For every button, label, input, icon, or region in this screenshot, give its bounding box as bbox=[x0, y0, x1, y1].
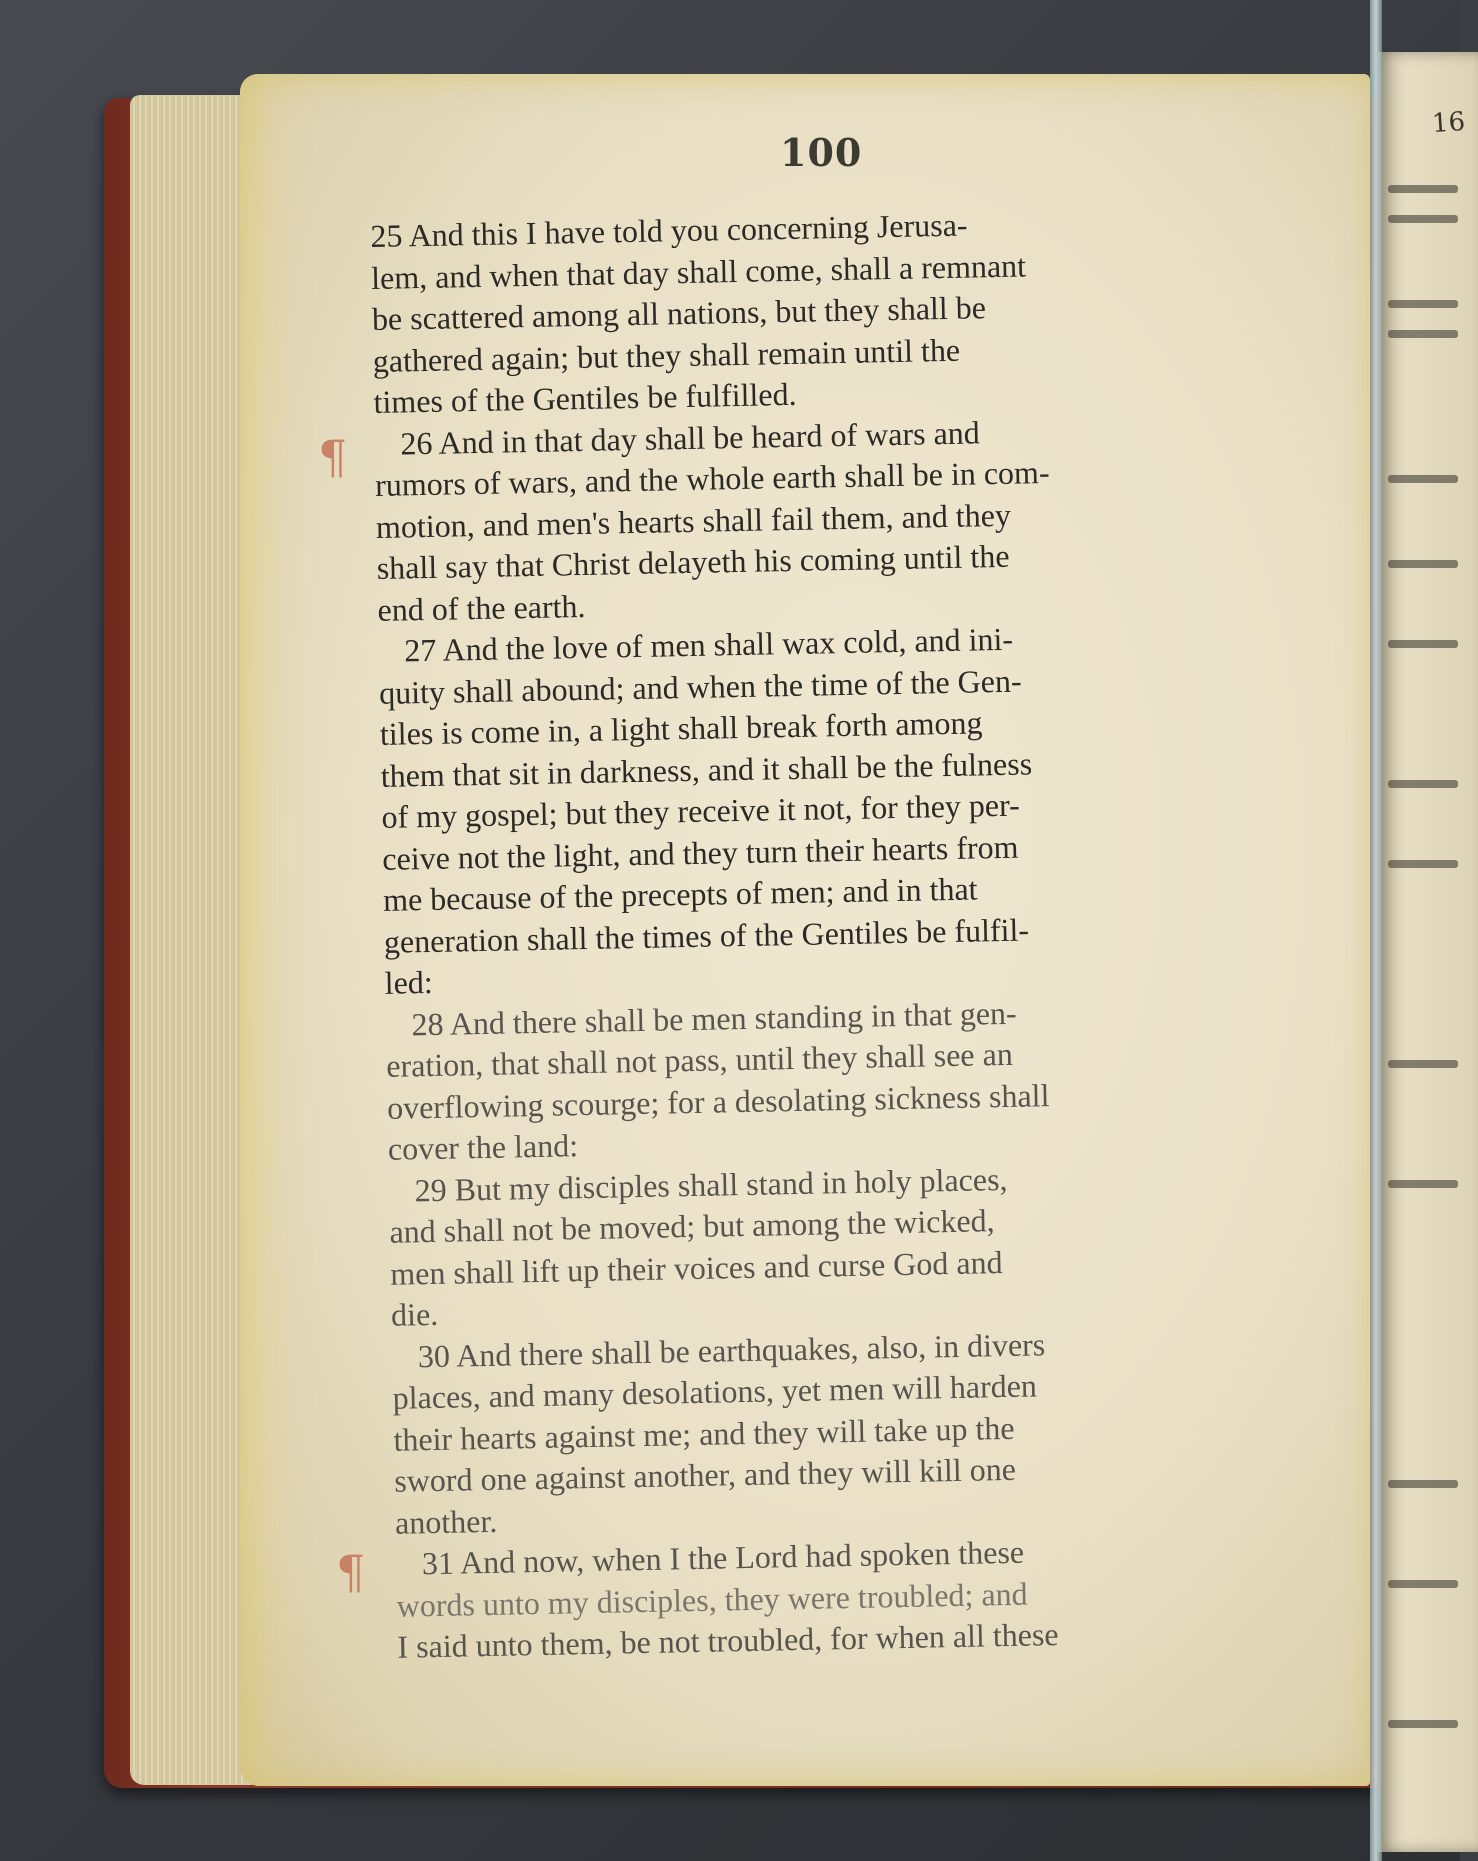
verse-26-line: end of the earth. bbox=[377, 587, 586, 628]
facing-page-text-fragment bbox=[1388, 860, 1458, 868]
verse-25-line: lem, and when that day shall come, shall a remnant bbox=[370, 246, 1027, 296]
verse-25-line: gathered again; but they shall remain until the bbox=[372, 331, 961, 379]
verse-30-line: another. bbox=[394, 1502, 498, 1541]
facing-page-text-fragment bbox=[1388, 1480, 1458, 1488]
verse-31-line: 31 And now, when I the Lord had spoken these bbox=[421, 1533, 1025, 1582]
facing-page-text-fragment bbox=[1388, 1180, 1458, 1188]
facing-page-text-fragment bbox=[1388, 640, 1458, 648]
verse-29-line: and shall not be moved; but among the wicked, bbox=[389, 1202, 995, 1250]
pilcrow-mark: ¶ bbox=[318, 430, 348, 484]
pilcrow-mark: ¶ bbox=[336, 1545, 366, 1599]
facing-page-text-fragment bbox=[1388, 475, 1458, 483]
verse-28-line: cover the land: bbox=[387, 1127, 579, 1167]
verse-26-line: rumors of wars, and the whole earth shall be in com- bbox=[374, 454, 1050, 503]
verse-26-line: shall say that Christ delayeth his coming until the bbox=[376, 537, 1010, 586]
verse-30-line: 30 And there shall be earthquakes, also, in divers bbox=[417, 1325, 1046, 1374]
verse-25-line: be scattered among all nations, but they shall be bbox=[371, 289, 987, 337]
facing-page-text-fragment bbox=[1388, 780, 1458, 788]
verse-29-line: die. bbox=[390, 1295, 439, 1333]
verse-26-line: 26 And in that day shall be heard of wars and bbox=[400, 413, 981, 461]
facing-page-text-fragment bbox=[1388, 215, 1458, 223]
glass-edge bbox=[1370, 0, 1382, 1861]
facing-page-number: 16 bbox=[1430, 106, 1467, 140]
verse-27-line: tiles is come in, a light shall break forth among bbox=[379, 704, 983, 752]
scripture-text bbox=[370, 198, 1318, 1668]
page-number: 100 bbox=[780, 130, 863, 175]
verse-31-line: words unto my disciples, they were troubled; and bbox=[396, 1575, 1028, 1624]
verse-31-line: I said unto them, be not troubled, for when all these bbox=[397, 1616, 1059, 1665]
verse-25-line: 25 And this I have told you concerning Jerusa- bbox=[370, 206, 968, 254]
verse-28-line: 28 And there shall be men standing in that gen- bbox=[411, 994, 1017, 1042]
verse-27-line: quity shall abound; and when the time of the Gen- bbox=[378, 662, 1022, 711]
verse-27-line: led: bbox=[384, 963, 434, 1001]
verse-28-line: eration, that shall not pass, until they shall see an bbox=[385, 1035, 1014, 1084]
verse-27-line: of my gospel; but they receive it not, for they per- bbox=[381, 786, 1021, 835]
verse-27-line: them that sit in darkness, and it shall be the fulness bbox=[380, 744, 1033, 794]
facing-page-text-fragment bbox=[1388, 1060, 1458, 1068]
facing-page-text-fragment bbox=[1388, 1580, 1458, 1588]
verse-27-line: generation shall the times of the Gentiles be fulfil- bbox=[383, 910, 1030, 960]
verse-27-line: ceive not the light, and they turn their hearts from bbox=[381, 828, 1019, 877]
facing-page-text-fragment bbox=[1388, 560, 1458, 568]
verse-30-line: their hearts against me; and they will take up the bbox=[393, 1409, 1015, 1458]
verse-27-line: 27 And the love of men shall wax cold, and ini- bbox=[404, 620, 1014, 669]
facing-page-text-fragment bbox=[1388, 185, 1458, 193]
verse-27-line: me because of the precepts of men; and in that bbox=[382, 870, 978, 918]
verse-26-line: motion, and men's hearts shall fail them, and they bbox=[375, 496, 1012, 545]
facing-page-text-fragment bbox=[1388, 300, 1458, 308]
verse-25-line: times of the Gentiles be fulfilled. bbox=[373, 375, 797, 420]
verse-28-line: overflowing scourge; for a desolating sickness shall bbox=[386, 1076, 1050, 1126]
verse-30-line: sword one against another, and they will kill one bbox=[393, 1450, 1017, 1499]
facing-page-text-fragment bbox=[1388, 330, 1458, 338]
verse-29-line: 29 But my disciples shall stand in holy places, bbox=[414, 1160, 1008, 1208]
verse-29-line: men shall lift up their voices and curse God and bbox=[389, 1243, 1003, 1292]
facing-page-text-fragment bbox=[1388, 1720, 1458, 1728]
verse-30-line: places, and many desolations, yet men will harden bbox=[392, 1367, 1038, 1416]
